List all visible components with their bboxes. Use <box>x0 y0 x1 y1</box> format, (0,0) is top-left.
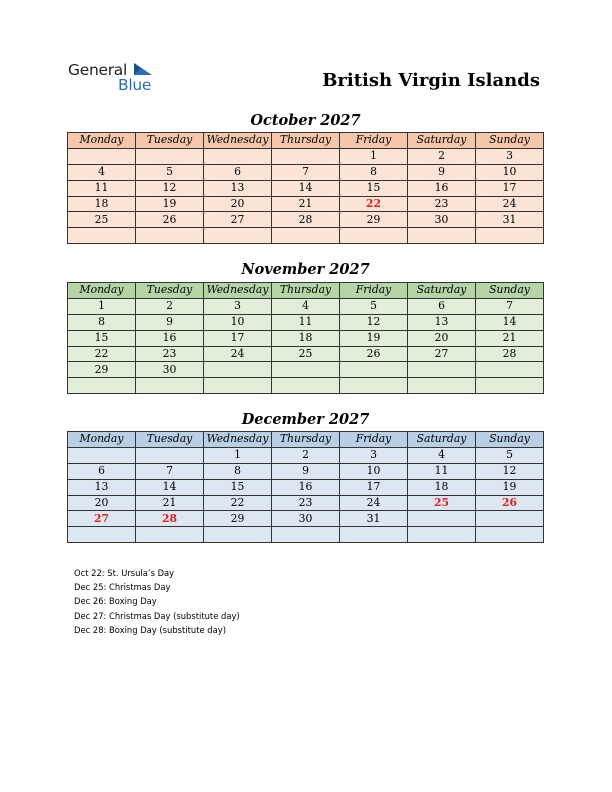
day-cell <box>136 527 204 543</box>
day-cell <box>204 378 272 394</box>
week-row <box>68 479 544 495</box>
day-cell: 31 <box>476 212 544 228</box>
week-row <box>68 447 544 463</box>
weekday-header: Tuesday <box>136 432 204 448</box>
logo <box>68 61 168 97</box>
day-cell: 28 <box>272 212 340 228</box>
holiday-note: Dec 26: Boxing Day <box>74 596 157 607</box>
day-cell: 30 <box>408 212 476 228</box>
day-cell <box>476 378 544 394</box>
day-cell: 24 <box>204 346 272 362</box>
day-cell: 24 <box>476 196 544 212</box>
day-cell: 4 <box>408 447 476 463</box>
holiday-note: Oct 22: St. Ursula’s Day <box>74 568 175 578</box>
week-row <box>68 346 544 362</box>
day-cell <box>340 527 408 543</box>
logo-text-blue: Blue <box>118 76 152 94</box>
day-cell: 30 <box>272 511 340 527</box>
day-cell: 24 <box>340 495 408 511</box>
week-row <box>68 148 544 164</box>
day-cell: 27 <box>204 212 272 228</box>
day-cell: 23 <box>136 346 204 362</box>
weekday-header: Friday <box>340 133 408 149</box>
holiday-day-cell: 26 <box>476 495 544 511</box>
day-cell <box>408 378 476 394</box>
day-cell <box>68 527 136 543</box>
day-cell <box>476 511 544 527</box>
day-cell <box>340 228 408 244</box>
day-cell: 5 <box>476 447 544 463</box>
weekday-header: Monday <box>68 432 136 448</box>
day-cell: 6 <box>408 298 476 314</box>
weekday-header: Friday <box>340 283 408 299</box>
day-cell: 25 <box>68 212 136 228</box>
weekday-header: Tuesday <box>136 133 204 149</box>
day-cell: 13 <box>68 479 136 495</box>
day-cell <box>136 447 204 463</box>
day-cell: 6 <box>204 164 272 180</box>
week-row <box>68 228 544 244</box>
day-cell <box>408 228 476 244</box>
day-cell: 13 <box>408 314 476 330</box>
weekday-header: Thursday <box>272 283 340 299</box>
day-cell <box>204 527 272 543</box>
day-cell <box>68 148 136 164</box>
day-cell: 19 <box>476 479 544 495</box>
day-cell: 18 <box>272 330 340 346</box>
day-cell: 6 <box>68 463 136 479</box>
day-cell: 7 <box>136 463 204 479</box>
week-row <box>68 463 544 479</box>
day-cell: 20 <box>204 196 272 212</box>
day-cell: 2 <box>408 148 476 164</box>
day-cell <box>340 378 408 394</box>
week-row <box>68 495 544 511</box>
day-cell: 9 <box>408 164 476 180</box>
week-row <box>68 180 544 196</box>
day-cell: 16 <box>408 180 476 196</box>
week-row <box>68 212 544 228</box>
day-cell: 11 <box>408 463 476 479</box>
weekday-header: Wednesday <box>204 133 272 149</box>
weekday-header: Monday <box>68 283 136 299</box>
day-cell: 12 <box>340 314 408 330</box>
calendar-october <box>67 132 544 244</box>
weekday-header-row <box>68 133 544 149</box>
day-cell: 29 <box>340 212 408 228</box>
weekday-header: Sunday <box>476 283 544 299</box>
day-cell: 17 <box>476 180 544 196</box>
day-cell: 16 <box>136 330 204 346</box>
weekday-header: Friday <box>340 432 408 448</box>
day-cell <box>272 228 340 244</box>
day-cell: 7 <box>476 298 544 314</box>
week-row <box>68 196 544 212</box>
calendar-november <box>67 282 544 394</box>
week-row <box>68 298 544 314</box>
day-cell: 4 <box>68 164 136 180</box>
day-cell: 5 <box>136 164 204 180</box>
day-cell: 9 <box>272 463 340 479</box>
weekday-header: Saturday <box>408 133 476 149</box>
holiday-day-cell: 27 <box>68 511 136 527</box>
day-cell <box>68 447 136 463</box>
day-cell: 8 <box>340 164 408 180</box>
day-cell: 2 <box>272 447 340 463</box>
weekday-header: Wednesday <box>204 283 272 299</box>
day-cell: 11 <box>68 180 136 196</box>
day-cell: 15 <box>204 479 272 495</box>
weekday-header: Wednesday <box>204 432 272 448</box>
day-cell: 29 <box>204 511 272 527</box>
weekday-header: Saturday <box>408 283 476 299</box>
day-cell <box>272 527 340 543</box>
day-cell <box>204 362 272 378</box>
day-cell: 12 <box>476 463 544 479</box>
day-cell: 15 <box>68 330 136 346</box>
day-cell: 11 <box>272 314 340 330</box>
day-cell: 19 <box>340 330 408 346</box>
day-cell: 1 <box>68 298 136 314</box>
holiday-day-cell: 25 <box>408 495 476 511</box>
month-title-november: November 2027 <box>241 261 370 278</box>
holiday-note: Dec 25: Christmas Day <box>74 582 171 593</box>
day-cell <box>408 362 476 378</box>
day-cell: 1 <box>340 148 408 164</box>
day-cell: 20 <box>408 330 476 346</box>
day-cell: 15 <box>340 180 408 196</box>
day-cell: 9 <box>136 314 204 330</box>
day-cell <box>408 511 476 527</box>
day-cell: 3 <box>340 447 408 463</box>
week-row <box>68 164 544 180</box>
day-cell <box>68 228 136 244</box>
day-cell: 17 <box>204 330 272 346</box>
day-cell: 22 <box>204 495 272 511</box>
day-cell: 8 <box>204 463 272 479</box>
day-cell: 17 <box>340 479 408 495</box>
day-cell <box>476 362 544 378</box>
day-cell <box>136 378 204 394</box>
day-cell <box>136 228 204 244</box>
day-cell <box>272 362 340 378</box>
day-cell: 16 <box>272 479 340 495</box>
day-cell: 19 <box>136 196 204 212</box>
day-cell: 26 <box>340 346 408 362</box>
day-cell: 3 <box>476 148 544 164</box>
day-cell <box>204 148 272 164</box>
country-title: British Virgin Islands <box>322 70 540 91</box>
day-cell: 14 <box>272 180 340 196</box>
day-cell: 29 <box>68 362 136 378</box>
day-cell: 20 <box>68 495 136 511</box>
day-cell <box>476 228 544 244</box>
day-cell <box>340 362 408 378</box>
day-cell: 21 <box>272 196 340 212</box>
day-cell: 10 <box>340 463 408 479</box>
day-cell: 14 <box>476 314 544 330</box>
day-cell: 2 <box>136 298 204 314</box>
weekday-header: Sunday <box>476 133 544 149</box>
holiday-note: Dec 27: Christmas Day (substitute day) <box>74 610 240 621</box>
week-row <box>68 527 544 543</box>
day-cell <box>204 228 272 244</box>
day-cell: 25 <box>272 346 340 362</box>
day-cell: 13 <box>204 180 272 196</box>
day-cell: 14 <box>136 479 204 495</box>
day-cell <box>272 378 340 394</box>
day-cell: 21 <box>476 330 544 346</box>
day-cell: 21 <box>136 495 204 511</box>
logo-text-general: General <box>68 61 127 79</box>
week-row <box>68 314 544 330</box>
day-cell: 1 <box>204 447 272 463</box>
day-cell <box>136 148 204 164</box>
day-cell <box>476 527 544 543</box>
day-cell: 18 <box>68 196 136 212</box>
logo-flag-icon <box>134 63 154 77</box>
day-cell: 30 <box>136 362 204 378</box>
day-cell <box>408 527 476 543</box>
day-cell <box>272 148 340 164</box>
month-title-december: December 2027 <box>241 411 370 428</box>
day-cell: 26 <box>136 212 204 228</box>
weekday-header: Thursday <box>272 432 340 448</box>
day-cell: 5 <box>340 298 408 314</box>
weekday-header: Monday <box>68 133 136 149</box>
calendar-december <box>67 431 544 543</box>
day-cell: 23 <box>272 495 340 511</box>
day-cell: 10 <box>204 314 272 330</box>
day-cell: 23 <box>408 196 476 212</box>
weekday-header: Tuesday <box>136 283 204 299</box>
day-cell: 3 <box>204 298 272 314</box>
day-cell: 12 <box>136 180 204 196</box>
day-cell: 10 <box>476 164 544 180</box>
week-row <box>68 330 544 346</box>
day-cell: 4 <box>272 298 340 314</box>
weekday-header: Sunday <box>476 432 544 448</box>
day-cell: 28 <box>476 346 544 362</box>
weekday-header-row <box>68 283 544 299</box>
week-row <box>68 362 544 378</box>
holiday-day-cell: 22 <box>340 196 408 212</box>
day-cell <box>68 378 136 394</box>
weekday-header: Saturday <box>408 432 476 448</box>
weekday-header: Thursday <box>272 133 340 149</box>
day-cell: 27 <box>408 346 476 362</box>
holiday-day-cell: 28 <box>136 511 204 527</box>
day-cell: 7 <box>272 164 340 180</box>
month-title-october: October 2027 <box>250 112 361 129</box>
day-cell: 18 <box>408 479 476 495</box>
holiday-note: Dec 28: Boxing Day (substitute day) <box>74 624 226 635</box>
week-row <box>68 511 544 527</box>
weekday-header-row <box>68 432 544 448</box>
week-row <box>68 378 544 394</box>
day-cell: 22 <box>68 346 136 362</box>
day-cell: 8 <box>68 314 136 330</box>
holiday-notes <box>74 566 240 637</box>
day-cell: 31 <box>340 511 408 527</box>
